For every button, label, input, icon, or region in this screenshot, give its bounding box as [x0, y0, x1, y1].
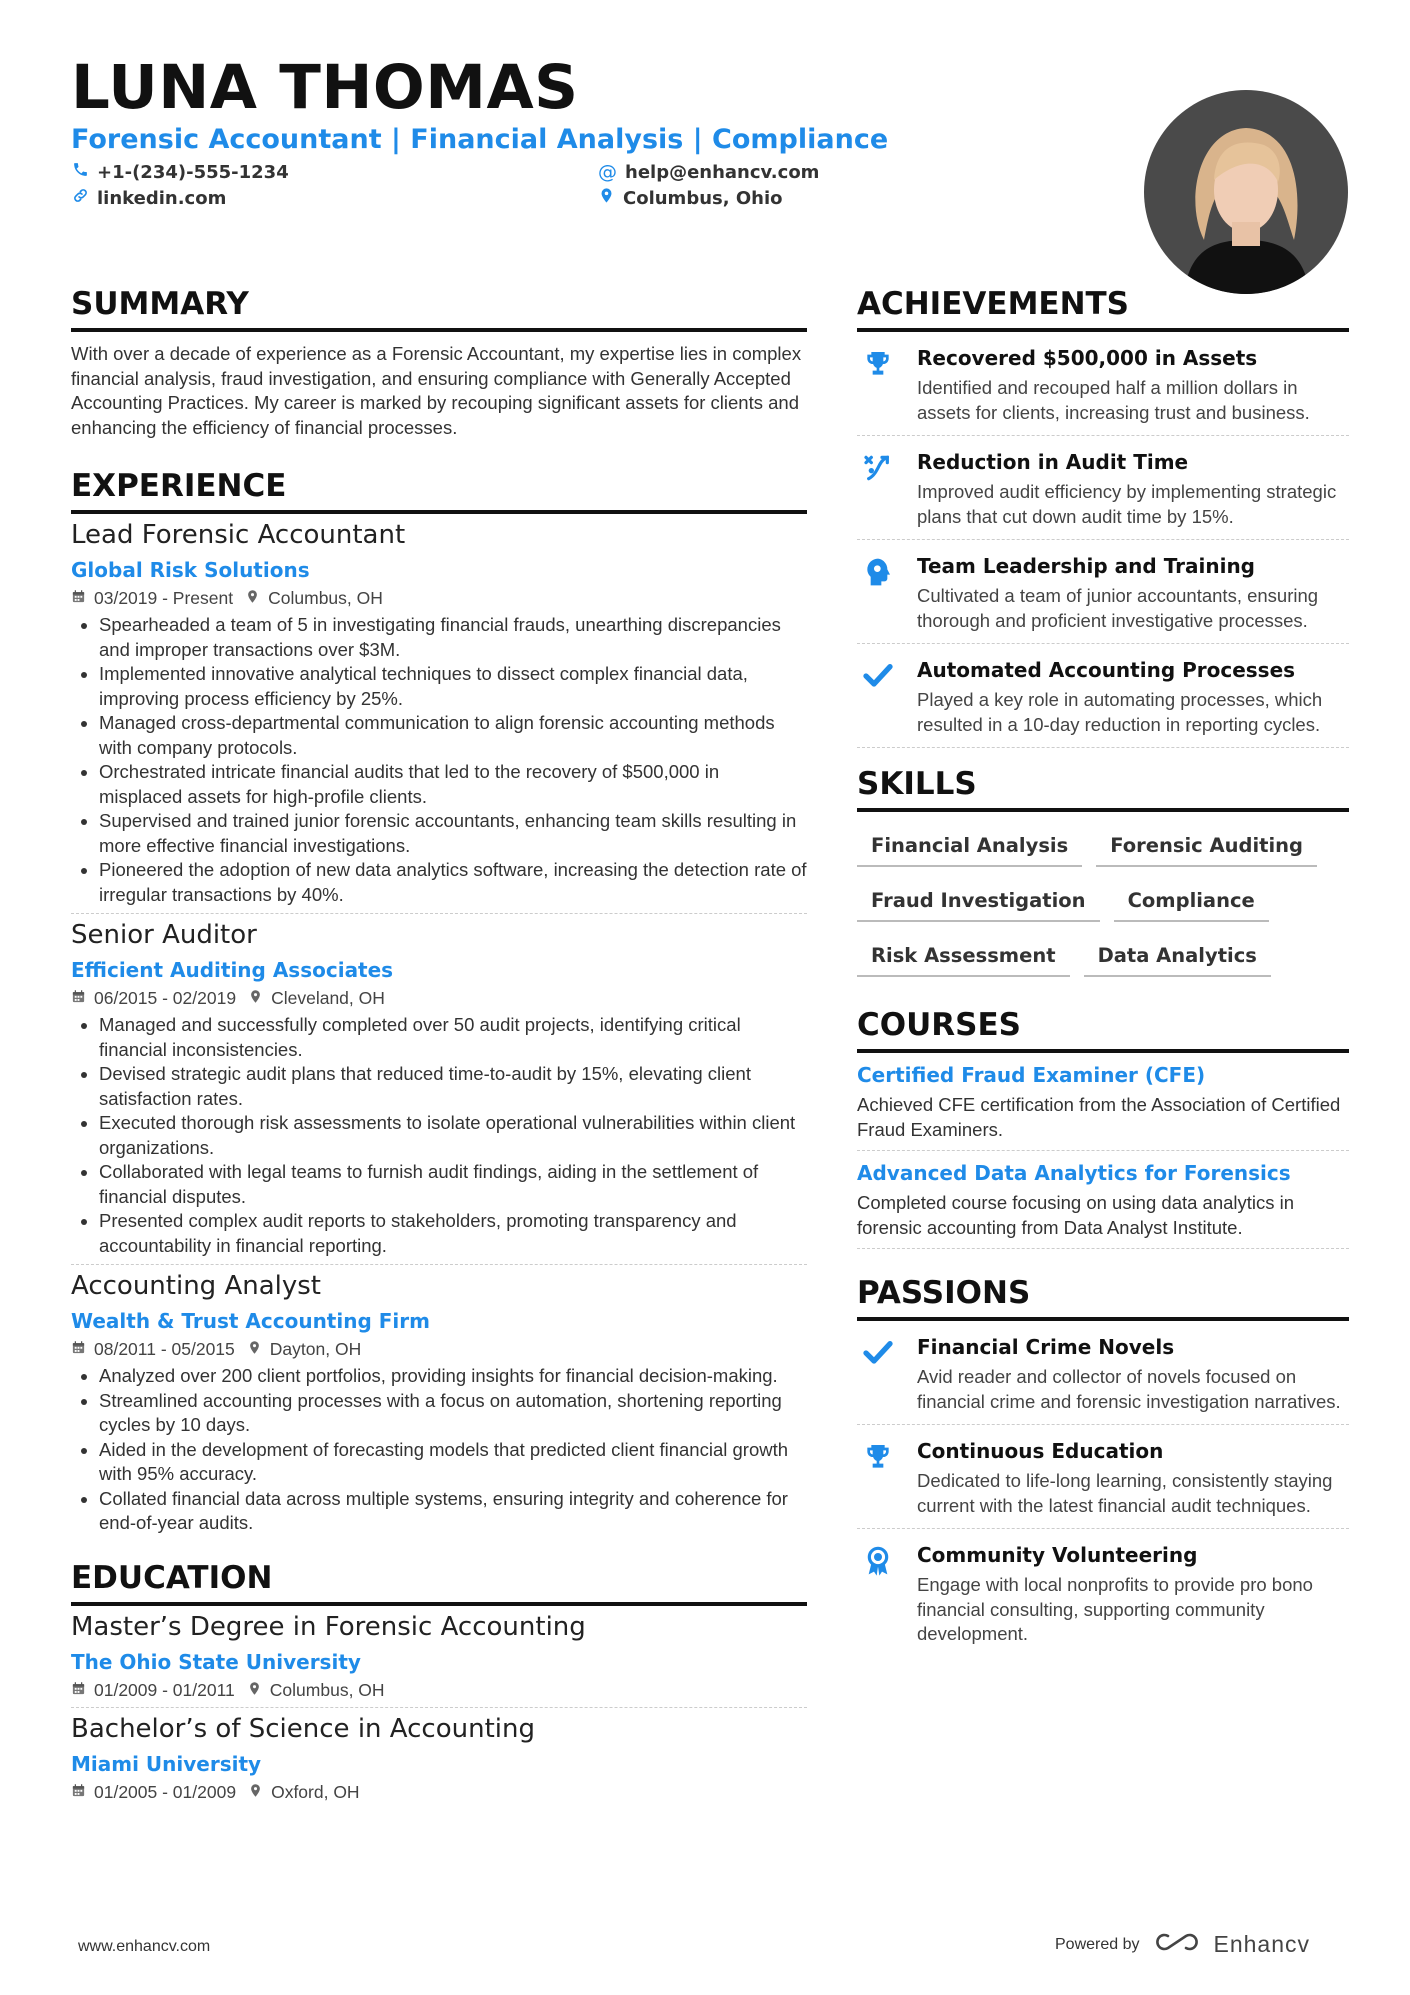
candidate-headline: Forensic Accountant | Financial Analysis | Compliance: [71, 124, 889, 155]
bullet-item: • Supervised and trained junior forensic accountants, enhancing team skills resulting in more effective financial investigations.: [99, 809, 807, 858]
school-name: The Ohio State University: [71, 1649, 361, 1674]
skills-list: [857, 812, 1349, 977]
powered-by-text: Powered by: [1055, 1935, 1140, 1953]
bullet-item: • Devised strategic audit plans that reduced time-to-audit by 15%, elevating client satisfaction rates.: [99, 1062, 807, 1111]
calendar-icon: [71, 588, 86, 609]
bullet-item: • Managed and successfully completed over 50 audit projects, identifying critical financial inconsistencies.: [99, 1013, 807, 1062]
calendar-icon: [71, 1782, 86, 1803]
education-dates: 01/2009 - 01/2011: [94, 1679, 235, 1700]
skill-tag: Data Analytics: [1084, 936, 1271, 977]
job-meta: [71, 988, 807, 1009]
education-location: Oxford, OH: [271, 1781, 360, 1802]
achievement-title: Team Leadership and Training: [917, 554, 1255, 578]
passion-item: [857, 1321, 1349, 1425]
skill-tag: Compliance: [1114, 881, 1269, 922]
location-pin-icon: [245, 588, 260, 609]
job-bullets: [71, 613, 807, 907]
job-location: Dayton, OH: [269, 1339, 362, 1359]
trophy-icon: [857, 1439, 899, 1518]
skill-tag: Forensic Auditing: [1096, 826, 1317, 867]
job-dates: 06/2015 - 02/2019: [94, 988, 237, 1008]
footer-website[interactable]: www.enhancv.com: [78, 1938, 211, 1955]
education-heading: EDUCATION: [71, 1560, 807, 1606]
email-contact: [598, 161, 819, 183]
checkmark-icon: [857, 1335, 899, 1414]
summary-heading: SUMMARY: [71, 286, 807, 332]
achievement-desc: Cultivated a team of junior accountants, ensuring thorough and proficient investigative processes.: [917, 585, 1319, 631]
achievement-desc: Improved audit efficiency by implementing strategic plans that cut down audit time by 15%.: [917, 481, 1337, 527]
achievement-title: Reduction in Audit Time: [917, 450, 1189, 474]
course-desc: Achieved CFE certification from the Association of Certified Fraud Examiners.: [857, 1094, 1341, 1140]
job-meta: [71, 588, 807, 609]
achievements-heading: ACHIEVEMENTS: [857, 286, 1349, 332]
courses-heading: COURSES: [857, 1007, 1349, 1053]
passion-item: [857, 1529, 1349, 1657]
job-location: Columbus, OH: [268, 588, 383, 608]
bullet-item: • Executed thorough risk assessments to isolate operational vulnerabilities within client organizations.: [99, 1111, 807, 1160]
profile-photo: [1144, 90, 1348, 294]
passion-desc: Dedicated to life-long learning, consistently staying current with the latest financial audit techniques.: [917, 1470, 1333, 1516]
skills-heading: SKILLS: [857, 766, 1349, 812]
job-dates: 03/2019 - Present: [94, 588, 234, 608]
achievement-item: [857, 436, 1349, 540]
job-bullets: [71, 1013, 807, 1258]
skill-tag: Fraud Investigation: [857, 881, 1100, 922]
trophy-icon: [857, 346, 899, 425]
skill-tag: Financial Analysis: [857, 826, 1082, 867]
bullet-item: • Streamlined accounting processes with a focus on automation, shortening reporting cycles by 10 days.: [99, 1389, 807, 1438]
job-location: Cleveland, OH: [271, 988, 385, 1008]
job-entry: [71, 1271, 807, 1542]
achievement-title: Automated Accounting Processes: [917, 658, 1296, 682]
left-column: [71, 286, 807, 1803]
calendar-icon: [71, 1680, 86, 1701]
degree-title: Master’s Degree in Forensic Accounting: [71, 1611, 586, 1642]
location-pin-icon: [247, 1680, 262, 1701]
phone-contact: [72, 161, 289, 183]
passion-title: Financial Crime Novels: [917, 1335, 1175, 1359]
education-meta: [71, 1782, 807, 1803]
bullet-item: • Implemented innovative analytical techniques to dissect complex financial data, improving process efficiency by 25%.: [99, 662, 807, 711]
degree-title: Bachelor’s of Science in Accounting: [71, 1713, 535, 1744]
head-idea-icon: [857, 554, 899, 633]
passion-item: [857, 1425, 1349, 1529]
achievement-item: [857, 540, 1349, 644]
footer-branding: [1055, 1930, 1310, 1959]
course-item: [857, 1063, 1349, 1151]
location-pin-icon: [248, 1782, 263, 1803]
bullet-item: • Orchestrated intricate financial audits that led to the recovery of $500,000 in misplaced assets for high-profile clients.: [99, 760, 807, 809]
job-title: Lead Forensic Accountant: [71, 520, 406, 550]
passion-title: Continuous Education: [917, 1439, 1164, 1463]
bullet-item: • Analyzed over 200 client portfolios, providing insights for financial decision-making.: [99, 1364, 807, 1389]
education-dates: 01/2005 - 01/2009: [94, 1781, 237, 1802]
passion-desc: Avid reader and collector of novels focused on financial crime and forensic investigation narratives.: [917, 1366, 1341, 1412]
bullet-item: • Collated financial data across multiple systems, ensuring integrity and coherence for end-of-year audits.: [99, 1487, 807, 1536]
at-icon: @: [598, 161, 617, 183]
job-title: Senior Auditor: [71, 920, 257, 950]
achievement-desc: Played a key role in automating processes, which resulted in a 10-day reduction in reporting cycles.: [917, 689, 1323, 735]
passions-heading: PASSIONS: [857, 1275, 1349, 1321]
achievement-item: [857, 644, 1349, 748]
bullet-item: • Pioneered the adoption of new data analytics software, increasing the detection rate of irregular transactions by 40%.: [99, 858, 807, 907]
company-name: Global Risk Solutions: [71, 558, 310, 582]
email-text[interactable]: help@enhancv.com: [625, 161, 820, 183]
phone-icon: [72, 161, 89, 183]
job-entry: [71, 920, 807, 1265]
course-desc: Completed course focusing on using data analytics in forensic accounting from Data Analyst Institute.: [857, 1192, 1295, 1238]
job-bullets: [71, 1364, 807, 1536]
course-item: [857, 1161, 1349, 1249]
location-text: Columbus, Ohio: [623, 187, 783, 209]
checkmark-icon: [857, 658, 899, 737]
linkedin-text[interactable]: linkedin.com: [97, 187, 227, 209]
achievement-title: Recovered $500,000 in Assets: [917, 346, 1258, 370]
bullet-item: • Spearheaded a team of 5 in investigating financial frauds, unearthing discrepancies and improper transactions over $3M.: [99, 613, 807, 662]
bullet-item: • Presented complex audit reports to stakeholders, promoting transparency and accountability in financial reporting.: [99, 1209, 807, 1258]
education-location: Columbus, OH: [269, 1679, 385, 1700]
enhancv-brand-text: Enhancv: [1213, 1931, 1311, 1957]
achievement-desc: Identified and recouped half a million dollars in assets for clients, increasing trust and business.: [917, 377, 1310, 423]
course-title: Advanced Data Analytics for Forensics: [857, 1161, 1291, 1185]
skill-tag: Risk Assessment: [857, 936, 1070, 977]
achievement-item: [857, 332, 1349, 436]
passion-desc: Engage with local nonprofits to provide pro bono financial consulting, supporting community development.: [917, 1574, 1313, 1644]
location-pin-icon: [248, 988, 263, 1009]
company-name: Efficient Auditing Associates: [71, 958, 394, 982]
location-contact: [598, 187, 783, 209]
passion-title: Community Volunteering: [917, 1543, 1198, 1567]
education-entry: [71, 1612, 807, 1708]
experience-heading: EXPERIENCE: [71, 468, 807, 514]
link-icon: [72, 187, 89, 209]
enhancv-logo-icon: [1154, 1930, 1200, 1959]
job-meta: [71, 1339, 807, 1360]
right-column: [857, 286, 1349, 1657]
calendar-icon: [71, 988, 86, 1009]
job-dates: 08/2011 - 05/2015: [94, 1339, 235, 1359]
job-title: Accounting Analyst: [71, 1271, 321, 1301]
linkedin-contact: [72, 187, 226, 209]
calendar-icon: [71, 1339, 86, 1360]
location-pin-icon: [247, 1339, 262, 1360]
candidate-name: LUNA THOMAS: [71, 52, 579, 123]
phone-text[interactable]: +1-(234)-555-1234: [97, 161, 289, 183]
course-title: Certified Fraud Examiner (CFE): [857, 1063, 1206, 1087]
summary-text: With over a decade of experience as a Forensic Accountant, my expertise lies in complex financial analysis, fraud investigation, and ensuring compliance with Generally Accepted Accounting Practices. My career is marked by recouping significant assets for clients and enhancing the efficiency of financial processes.: [71, 343, 802, 438]
location-pin-icon: [598, 187, 615, 209]
school-name: Miami University: [71, 1751, 262, 1776]
bullet-item: • Aided in the development of forecasting models that predicted client financial growth with 95% accuracy.: [99, 1438, 807, 1487]
bullet-item: • Managed cross-departmental communication to align forensic accounting methods with company protocols.: [99, 711, 807, 760]
job-entry: [71, 520, 807, 914]
education-entry: [71, 1714, 807, 1803]
company-name: Wealth & Trust Accounting Firm: [71, 1309, 430, 1333]
award-ribbon-icon: [857, 1543, 899, 1647]
bullet-item: • Collaborated with legal teams to furnish audit findings, aiding in the settlement of financial disputes.: [99, 1160, 807, 1209]
strategy-icon: [857, 450, 899, 529]
education-meta: [71, 1680, 807, 1701]
